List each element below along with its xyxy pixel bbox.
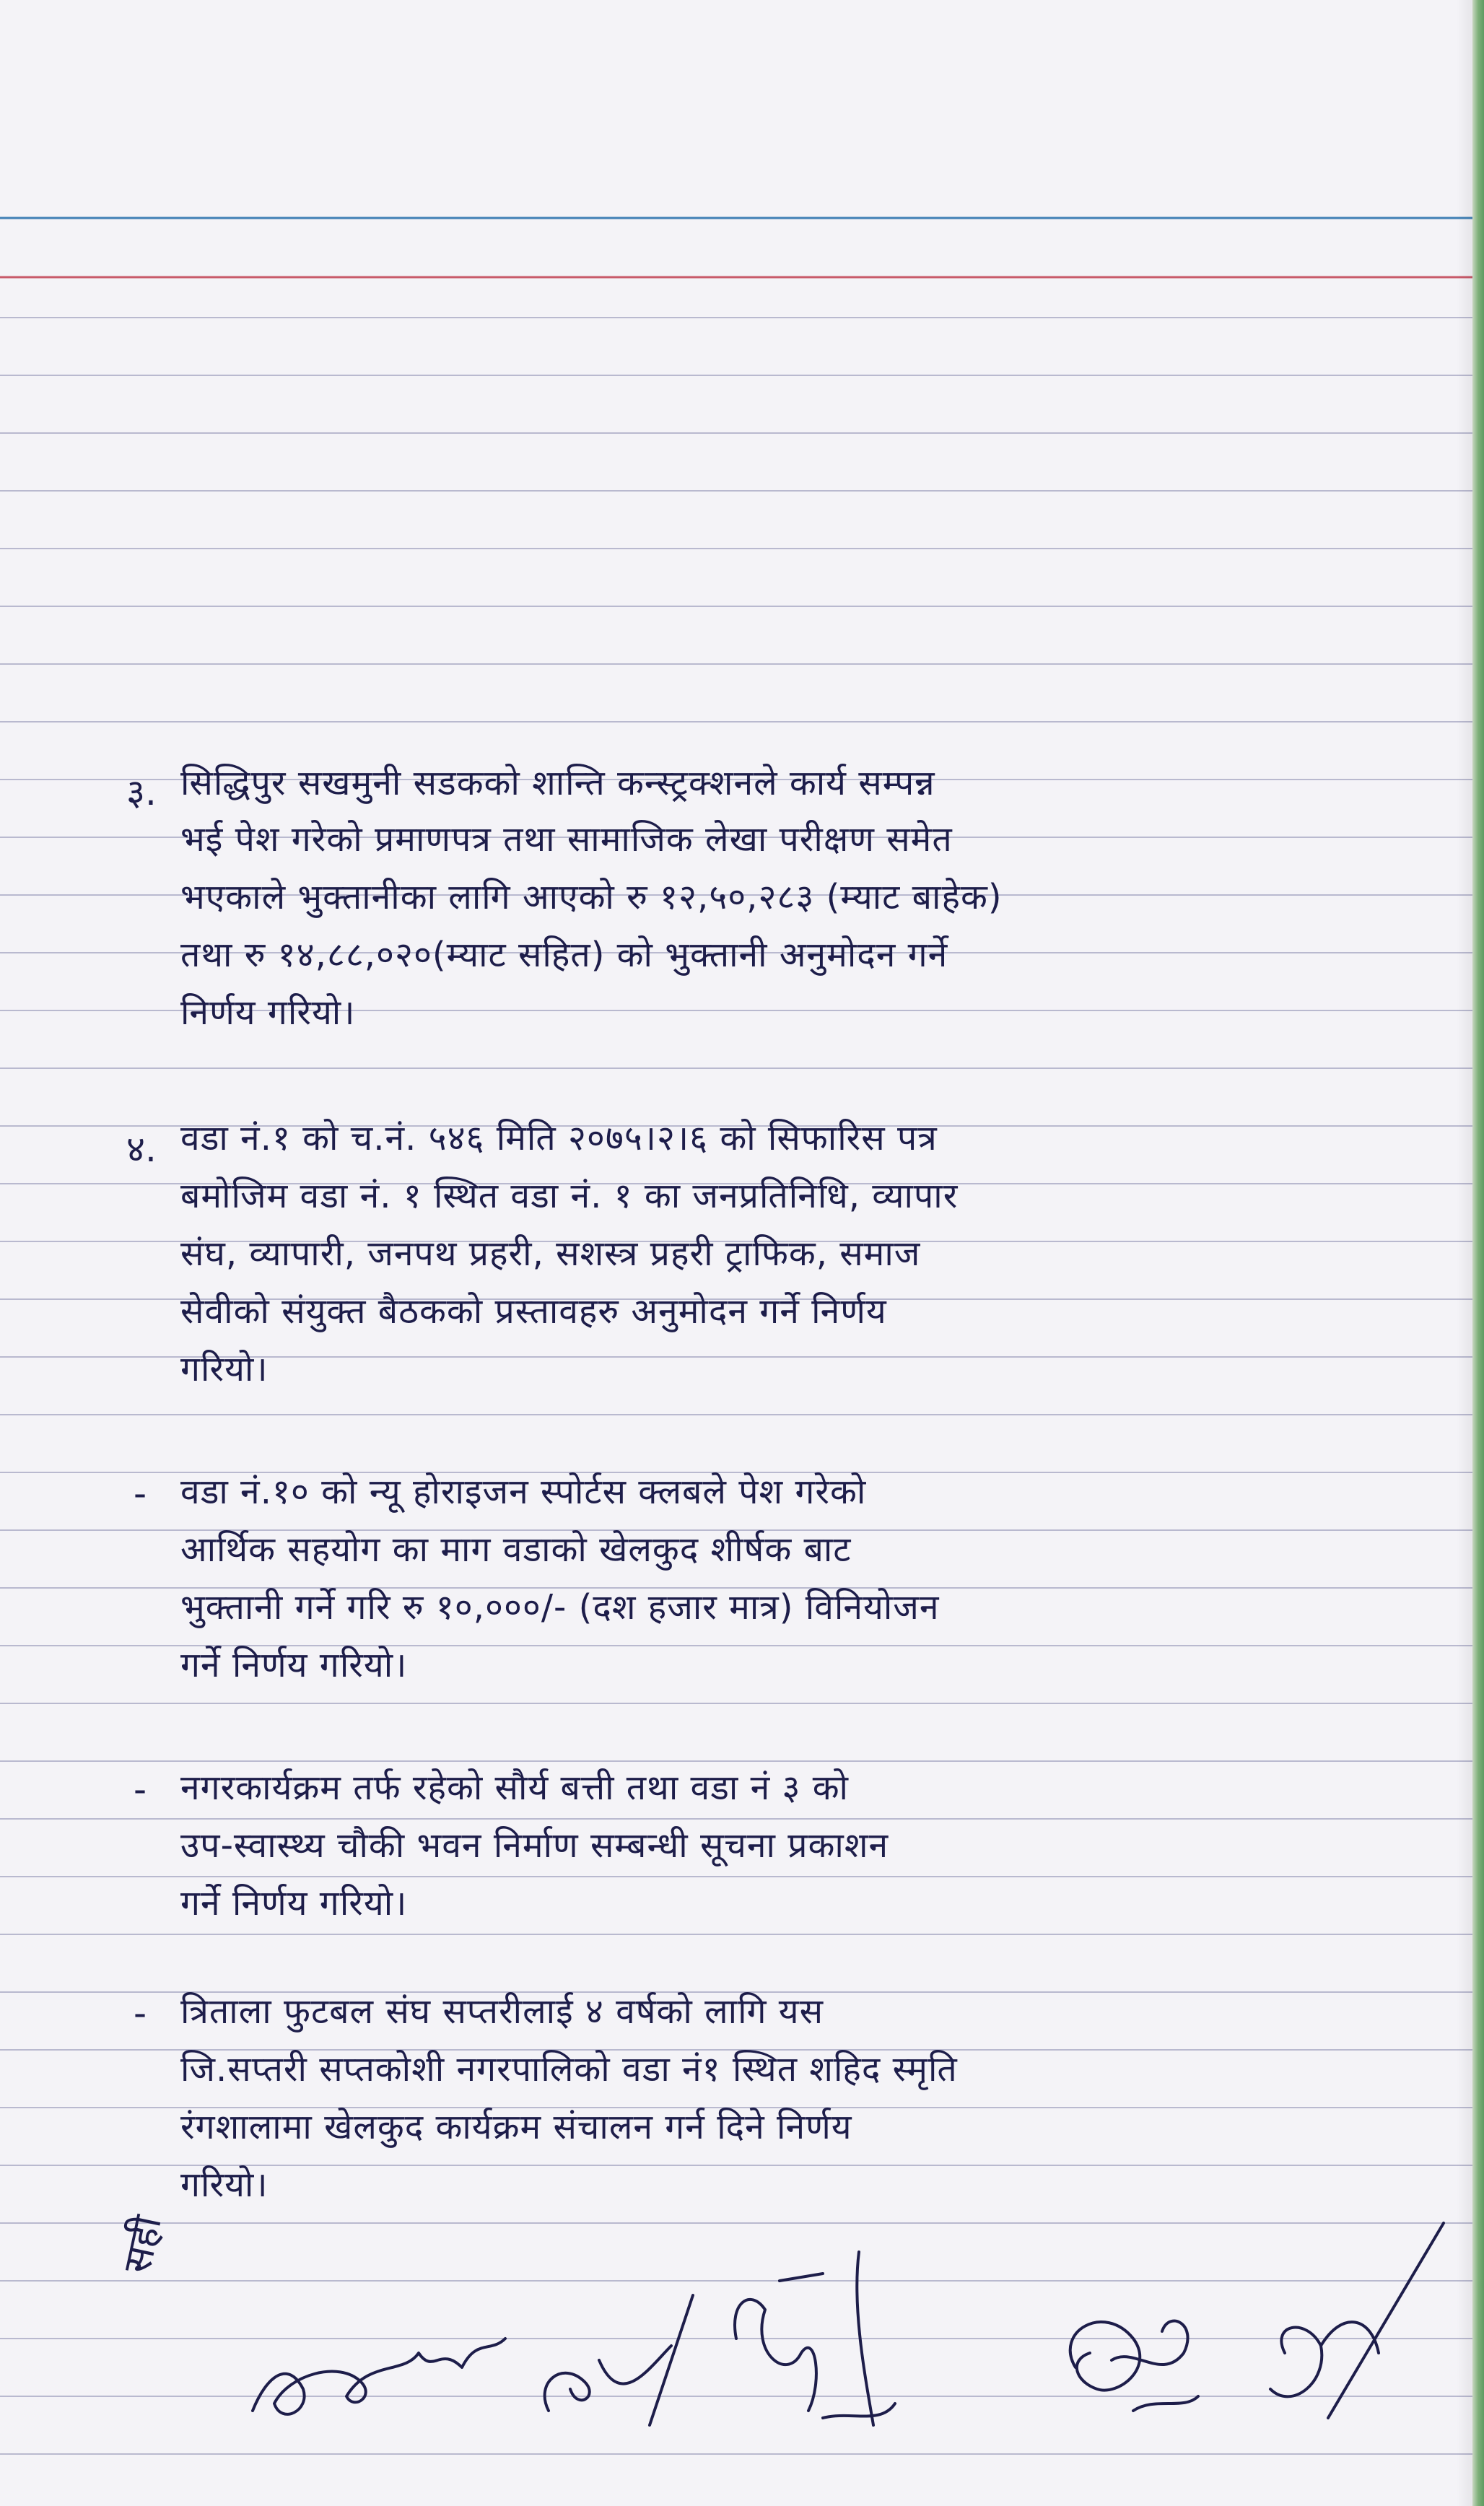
dash-1-marker: - <box>134 1472 147 1514</box>
dash-3-line-4: गरियो। <box>180 2165 269 2205</box>
signatures-block <box>101 2194 1458 2497</box>
item-3-line-3: भएकाले भुक्तानीका लागि आएको रु १२,५०,२८३ (म्याट बाहेक) <box>180 877 1003 917</box>
dash-2-line-2: उप-स्वास्थ्य चौकी भवन निर्माण सम्बन्धी सूचना प्रकाशन <box>180 1825 889 1866</box>
signature-3 <box>735 2252 895 2425</box>
item-4-line-5: गरियो। <box>180 1349 269 1389</box>
page-edge-strip <box>1472 0 1484 2506</box>
dash-1-line-2: आर्थिक सहयोग का माग वडाको खेलकुद शीर्षक बाट <box>180 1529 852 1570</box>
page-edge-shadow <box>1457 0 1472 2506</box>
signature-5 <box>1270 2223 1444 2418</box>
dash-2-marker: - <box>134 1768 147 1810</box>
dash-2-line-1: नगरकार्यक्रम तर्फ रहेको सौर्य बत्ती तथा वडा नं ३ को <box>180 1768 849 1808</box>
signatures-label: सही <box>113 2212 170 2277</box>
dash-1-line-4: गर्ने निर्णय गरियो। <box>180 1645 408 1685</box>
dash-3-marker: - <box>134 1992 147 2034</box>
signature-1 <box>253 2339 505 2414</box>
item-3-line-5: निर्णय गरियो। <box>180 992 356 1033</box>
dash-1-line-3: भुक्तानी गर्ने गरि रु १०,०००/- (दश हजार मात्र) विनियोजन <box>180 1587 940 1628</box>
item-4-line-2: बमोजिम वडा नं. १ स्थित वडा नं. १ का जनप्रतिनिधि, व्यापार <box>180 1176 959 1216</box>
dash-3-line-1: त्रिताला फुटबल संघ सप्तरीलाई ४ वर्षको लागि यस <box>180 1991 824 2032</box>
dash-1-line-1: वडा नं.१० को न्यू होराइजन स्पोर्टस क्लबले पेश गरेको <box>180 1472 867 1512</box>
dash-2-line-3: गर्ने निर्णय गरियो। <box>180 1883 408 1924</box>
item-4-line-4: सेवीको संयुक्त बैठकको प्रस्तावहरु अनुमोदन गर्ने निर्णय <box>180 1291 887 1332</box>
signature-4 <box>1070 2321 1198 2411</box>
item-3-number: ३. <box>126 772 157 813</box>
dash-3-line-3: रंगशालामा खेलकुद कार्यक्रम संचालन गर्न दिने निर्णय <box>180 2107 852 2147</box>
item-4-line-1: वडा नं.१ को च.नं. ५४६ मिति २०७५।२।६ को सिफारिस पत्र <box>180 1118 938 1158</box>
dash-3-line-2: जि.सप्तरी सप्तकोशी नगरपालिको वडा नं१ स्थित शहिद स्मृति <box>180 2049 958 2090</box>
item-4-line-3: संघ, व्यापारी, जनपथ प्रहरी, सशस्त्र प्रहरी ट्राफिक, समाज <box>180 1234 921 1274</box>
item-3-line-2: भई पेश गरेको प्रमाणपत्र तथा सामाजिक लेखा परीक्षण समेत <box>180 819 953 860</box>
item-3-line-1: सिद्धिपुर सखमुनी सडकको शान्ति कन्स्ट्रक्शनले कार्य सम्पन्न <box>180 763 935 803</box>
item-4-number: ४. <box>126 1128 157 1170</box>
item-3-line-4: तथा रु १४,८८,०२०(म्याट सहित) को भुक्तानी अनुमोदन गर्ने <box>180 935 948 975</box>
signature-2 <box>545 2295 693 2425</box>
